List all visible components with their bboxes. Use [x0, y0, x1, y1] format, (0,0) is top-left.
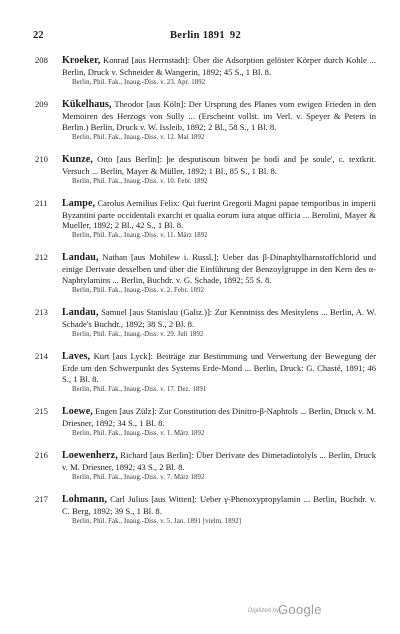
entry-body [62, 55, 376, 78]
entry-body [62, 450, 376, 473]
list-item [0, 494, 400, 526]
entry-note: Berlin, Phil. Fak., Inaug.-Diss. v. 1. März 1892 [72, 429, 205, 437]
entry-note: Berlin, Phil. Fak., Inaug.-Diss. v. 2. Febr. 1892 [72, 287, 205, 295]
entry-text: Samuel [aus Stanislau (Galiz.)]: Zur Kenntniss des Mesitylens ... Berlin, A. W. Schade's Buchdr., 1892; 38 S., 2 Bl. 8. [62, 307, 376, 330]
entry-author: Lohmann, [62, 493, 107, 505]
running-title [33, 29, 378, 43]
entry-number: 212 [35, 252, 48, 263]
entry-author: Lampe, [62, 197, 96, 209]
list-item [0, 99, 400, 142]
entry-text: Nathan [aus Mohilew i. Russl.]: Ueber das β-Dinaphtylharnstoffchlorid und einige Derivate desselben und über die Einführung der Benzoylgruppe in den Kern des α-Naphtylamins ... Berlin, Buchdr. v. G. Schade, 1892; 55 S. 8. [62, 252, 377, 286]
entry-author: Loewenherz, [62, 449, 118, 461]
list-item [0, 55, 400, 87]
entry-text: Eugen [aus Zülz]: Zur Constitution des Dinitro-β-Naphtols ... Berlin, Druck v. M. Driesner, 1892; 34 S., 1 Bl. 8. [62, 405, 376, 428]
entry-note: Berlin, Phil. Fak., Inaug.-Diss. v. 23. Apr. 1892 [72, 78, 206, 86]
entry-note: Berlin, Phil. Fak., Inaug.-Diss. v. 11. März 1892 [72, 232, 208, 240]
entry-author: Laves, [62, 351, 91, 363]
entry-author: Kükelhaus, [62, 98, 112, 110]
list-item [0, 198, 400, 241]
entry-note: Berlin, Phil. Fak., Inaug.-Diss. v. 5. Jan. 1891 [vielm. 1892] [72, 517, 242, 525]
entry-number: 209 [35, 98, 48, 109]
entry-body [62, 307, 376, 330]
list-item [0, 154, 400, 186]
entry-text: Kurt [aus Lyck]: Beiträge zur Bestimmung und Verwertung der Bewegung der Erde um den Schwerpunkt des Systems Erde-Mond ... Berlin, Druck: G. Chasté, 1891; 46 S., 1 Bl. 8. [62, 351, 376, 384]
entry-author: Kunze, [62, 153, 93, 165]
entry-text: Carl Julius [aus Witten]: Ueber γ-Phenoxypropylamin ... Berlin, Buchdr. v. C. Berg, 1892; 39 S., 1 Bl. 8. [62, 493, 376, 516]
running-title-number: 92 [229, 30, 242, 41]
entry-author: Landau, [62, 252, 99, 264]
google-logo: Google [278, 602, 322, 617]
entry-number: 208 [35, 55, 48, 65]
entry-number: 217 [35, 493, 48, 504]
entry-list [0, 55, 400, 538]
list-item [0, 351, 400, 394]
entry-number: 216 [35, 449, 48, 460]
digitization-watermark [248, 602, 368, 616]
entry-body [62, 198, 376, 232]
entry-body [62, 406, 376, 429]
entry-author: Loewe, [62, 405, 93, 417]
digitized-by-text: Digitized by [248, 608, 280, 614]
entry-text: Carolus Aemilius Felix: Qui fuerint Gregorii Magni papae temporibus in imperii Byzantini parte occidentali exarchi et qualia eorum iura atque officia ... Berolini, Mayer & Mueller, 1892; 2 Bl., 42 S., 1 Bl. 8. [62, 197, 376, 231]
entry-number: 214 [35, 351, 48, 362]
entry-note: Berlin, Phil. Fak., Inaug.-Diss. v. 29. Juli 1892 [72, 331, 204, 339]
entry-text: Theodor [aus Köln]: Der Ursprung des Planes vom ewigen Frieden in den Memoiren des Herzogs von Sully ... (Erscheint vollst. im Verl. v. Speyer & Peters in Berlin.) Berlin, Druck v. W. Issleib, 1892; 2 Bl., 58 S., 1 Bl. 8. [62, 98, 376, 132]
entry-text: Konrad [aus Herrnstadt]: Über die Adsorption gelöster Körper durch Kohle ... Berlin, Druck v. Schneider & Wangerin, 1892; 45 S., 1 Bl. 8. [62, 55, 376, 77]
list-item [0, 406, 400, 438]
entry-body [62, 154, 376, 177]
entry-author: Kroeker, [62, 55, 101, 66]
entry-body [62, 99, 376, 133]
list-item [0, 307, 400, 339]
entry-number: 210 [35, 153, 48, 164]
list-item [0, 450, 400, 482]
entry-note: Berlin, Phil. Fak., Inaug.-Diss. v. 10. Febr. 1892 [72, 177, 208, 185]
running-header [33, 29, 378, 43]
entry-body [62, 252, 376, 286]
running-title-text: Berlin 1891 [169, 30, 225, 41]
entry-body [62, 494, 376, 517]
page-number: 22 [33, 30, 44, 41]
entry-note: Berlin, Phil. Fak., Inaug.-Diss. v. 17. Dez. 1891 [72, 385, 207, 393]
entry-number: 215 [35, 405, 48, 416]
entry-body [62, 351, 376, 385]
entry-author: Landau, [62, 307, 99, 319]
entry-number: 211 [35, 197, 48, 208]
entry-text: Otto [aus Berlin]: þe desputisoun bitwen þe bodi and þe soule', c. textkrit. Versuch ... Berlin, Mayer & Müller, 1892; 1 Bl., 85 S., 1 Bl. 8. [62, 153, 377, 176]
entry-text: Richard [aus Berlin]: Über Derivate des Dimetadiotolyls ... Berlin, Druck v. M. Driesner, 1892; 43 S., 2 Bl. 8. [62, 449, 376, 472]
entry-note: Berlin, Phil. Fak., Inaug.-Diss. v. 12. Mai 1892 [72, 133, 205, 141]
list-item [0, 252, 400, 295]
entry-number: 213 [35, 307, 48, 318]
entry-note: Berlin, Phil. Fak., Inaug.-Diss. v. 7. März 1892 [72, 473, 205, 481]
